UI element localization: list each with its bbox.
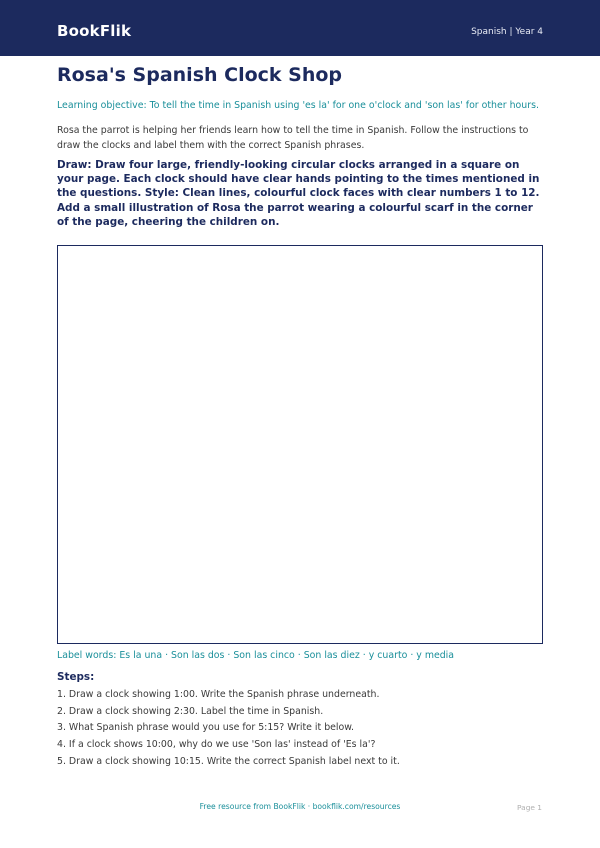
brand-logo[interactable]: BookFlik bbox=[57, 22, 132, 40]
page-title: Rosa's Spanish Clock Shop bbox=[57, 64, 343, 86]
subject-year-label: Spanish | Year 4 bbox=[471, 27, 543, 37]
steps-heading: Steps: bbox=[57, 671, 95, 683]
steps-list bbox=[57, 689, 545, 772]
learning-objective: Learning objective: To tell the time in Spanish using 'es la' for one o'clock and 'son las' for other hours. bbox=[57, 100, 539, 111]
step-item: 4. If a clock shows 10:00, why do we use 'Son las' instead of 'Es la'? bbox=[57, 739, 376, 751]
step-item: 2. Draw a clock showing 2:30. Label the time in Spanish. bbox=[57, 705, 324, 717]
step-item: 5. Draw a clock showing 10:15. Write the correct Spanish label next to it. bbox=[57, 755, 400, 767]
drawing-area[interactable] bbox=[57, 245, 543, 644]
intro-paragraph: Rosa the parrot is helping her friends learn how to tell the time in Spanish. Follow the instructions to draw the clocks and label them with the correct Spanish phrases. bbox=[57, 125, 529, 151]
draw-instructions: Draw: Draw four large, friendly-looking circular clocks arranged in a square on your page. Each clock should have clear hands pointing to the times mentioned in the questions. Style: Clean lines, colourful clock faces with clear numbers 1 to 12. Add a small illustration of Rosa the parrot wearing a colourful scarf in the corner of the page, cheering the children on. bbox=[57, 159, 540, 228]
footer-credit-link[interactable]: Free resource from BookFlik · bookflik.com/resources bbox=[199, 802, 401, 811]
label-words: Label words: Es la una · Son las dos · Son las cinco · Son las diez · y cuarto · y media bbox=[57, 650, 455, 661]
step-item: 3. What Spanish phrase would you use for 5:15? Write it below. bbox=[57, 722, 355, 734]
step-item: 1. Draw a clock showing 1:00. Write the Spanish phrase underneath. bbox=[57, 689, 380, 700]
page-number: Page 1 bbox=[517, 803, 542, 812]
header-bar bbox=[0, 0, 600, 56]
